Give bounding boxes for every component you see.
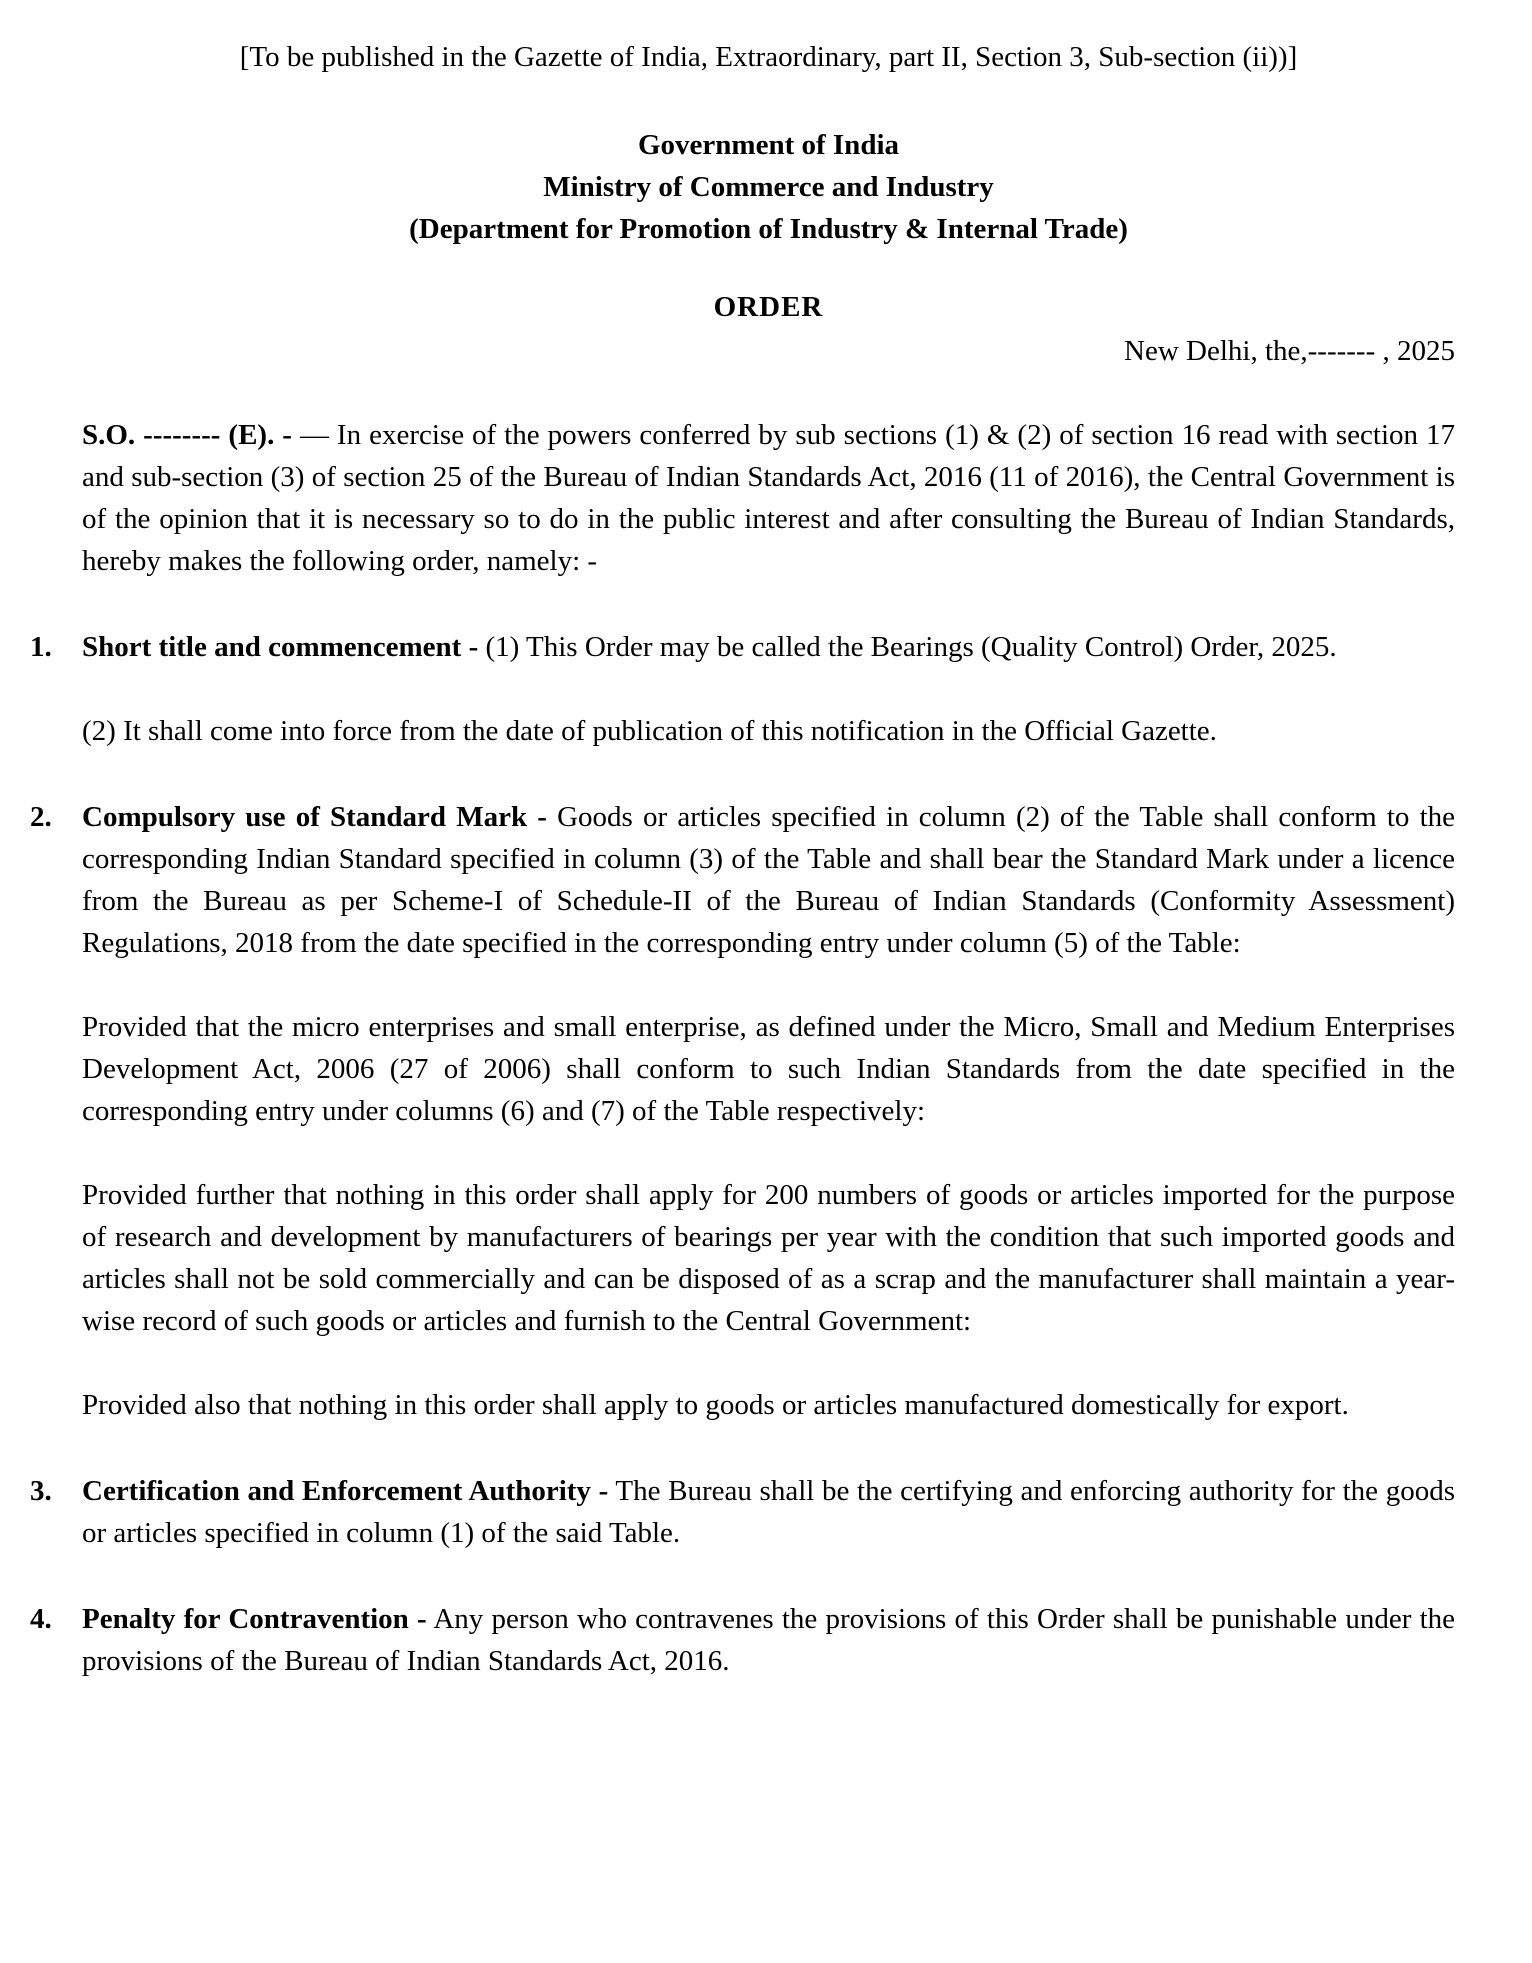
clause-4-number: 4. — [30, 1603, 52, 1635]
clause-3-body — [82, 1470, 1455, 1554]
clause-1-body — [82, 626, 1455, 752]
clause-2-proviso-2: Provided further that nothing in this order shall apply for 200 numbers of goods or articles imported for the purpose of research and development by manufacturers of bearings per year with the condition that such imported goods and articles shall not be sold commercially and can be disposed of as a scrap and the manufacturer shall maintain a year-wise record of such goods or articles and furnish to the Central Government: — [82, 1179, 1455, 1337]
clause-4-text: Any person who contravenes the provisions of this Order shall be punishable under the provisions of the Bureau of Indian Standards Act, 2016. — [82, 1603, 1455, 1677]
clause-4-main-paragraph — [82, 1598, 1455, 1682]
clause-2-heading: Compulsory use of Standard Mark - — [82, 801, 547, 833]
clause-2-text: Goods or articles specified in column (2) of the Table shall conform to the corresponding Indian Standard specified in column (3) of the Table and shall bear the Standard Mark under a licence from the Bureau as per Scheme-I of Schedule-II of the Bureau of Indian Standards (Conformity Assessment) Regulations, 2018 from the date specified in the corresponding entry under column (5) of the Table: — [82, 801, 1455, 959]
clause-2-proviso-1: Provided that the micro enterprises and small enterprise, as defined under the Micro, Small and Medium Enterprises Development Act, 2006 (27 of 2006) shall conform to such Indian Standards from the date specified in the corresponding entry under columns (6) and (7) of the Table respectively: — [82, 1011, 1455, 1127]
clause-4-heading: Penalty for Contravention - — [82, 1603, 427, 1635]
clause-3-number: 3. — [30, 1475, 52, 1507]
clause-1-number: 1. — [30, 631, 52, 663]
ministry-line: Ministry of Commerce and Industry — [543, 171, 994, 203]
clause-1-text: (1) This Order may be called the Bearings (Quality Control) Order, 2025. — [485, 631, 1337, 663]
order-title: ORDER — [713, 291, 824, 323]
clause-3-main-paragraph — [82, 1470, 1455, 1554]
government-line: Government of India — [638, 129, 899, 161]
so-paragraph-text: — In exercise of the powers conferred by sub sections (1) & (2) of section 16 read with section 17 and sub-section (3) of section 25 of the Bureau of Indian Standards Act, 2016 (11 of 2016), the Central Government is of the opinion that it is necessary so to do in the public interest and after consulting the Bureau of Indian Standards, hereby makes the following order, namely: - — [82, 419, 1456, 577]
clause-1-subparagraph: (2) It shall come into force from the date of publication of this notification in the Official Gazette. — [82, 715, 1217, 747]
clause-3-heading: Certification and Enforcement Authority - — [82, 1475, 609, 1507]
clause-2-main-paragraph — [82, 796, 1455, 964]
clause-1-heading: Short title and commencement - — [82, 631, 479, 663]
so-number-blank: S.O. -------- (E). - — [82, 419, 292, 451]
so-notification-paragraph — [82, 414, 1455, 582]
clause-2-body — [82, 796, 1455, 1426]
department-line: (Department for Promotion of Industry & Internal Trade) — [409, 213, 1128, 245]
order-clause-3 — [30, 1470, 1455, 1554]
clause-2-proviso-3: Provided also that nothing in this order shall apply to goods or articles manufactured domestically for export. — [82, 1389, 1349, 1421]
order-clause-1 — [30, 626, 1455, 752]
clause-1-main-paragraph — [82, 626, 1455, 668]
place-and-date-line: New Delhi, the,------- , 2025 — [1124, 335, 1455, 367]
gazette-publication-line: [To be published in the Gazette of India, Extraordinary, part II, Section 3, Sub-section (ii))] — [239, 41, 1298, 73]
order-clause-2 — [30, 796, 1455, 1426]
clause-2-number: 2. — [30, 801, 52, 833]
clause-4-body — [82, 1598, 1455, 1682]
order-clause-4 — [30, 1598, 1455, 1682]
issuing-authority-block — [82, 124, 1455, 250]
clause-3-text: The Bureau shall be the certifying and enforcing authority for the goods or articles specified in column (1) of the said Table. — [82, 1475, 1455, 1549]
